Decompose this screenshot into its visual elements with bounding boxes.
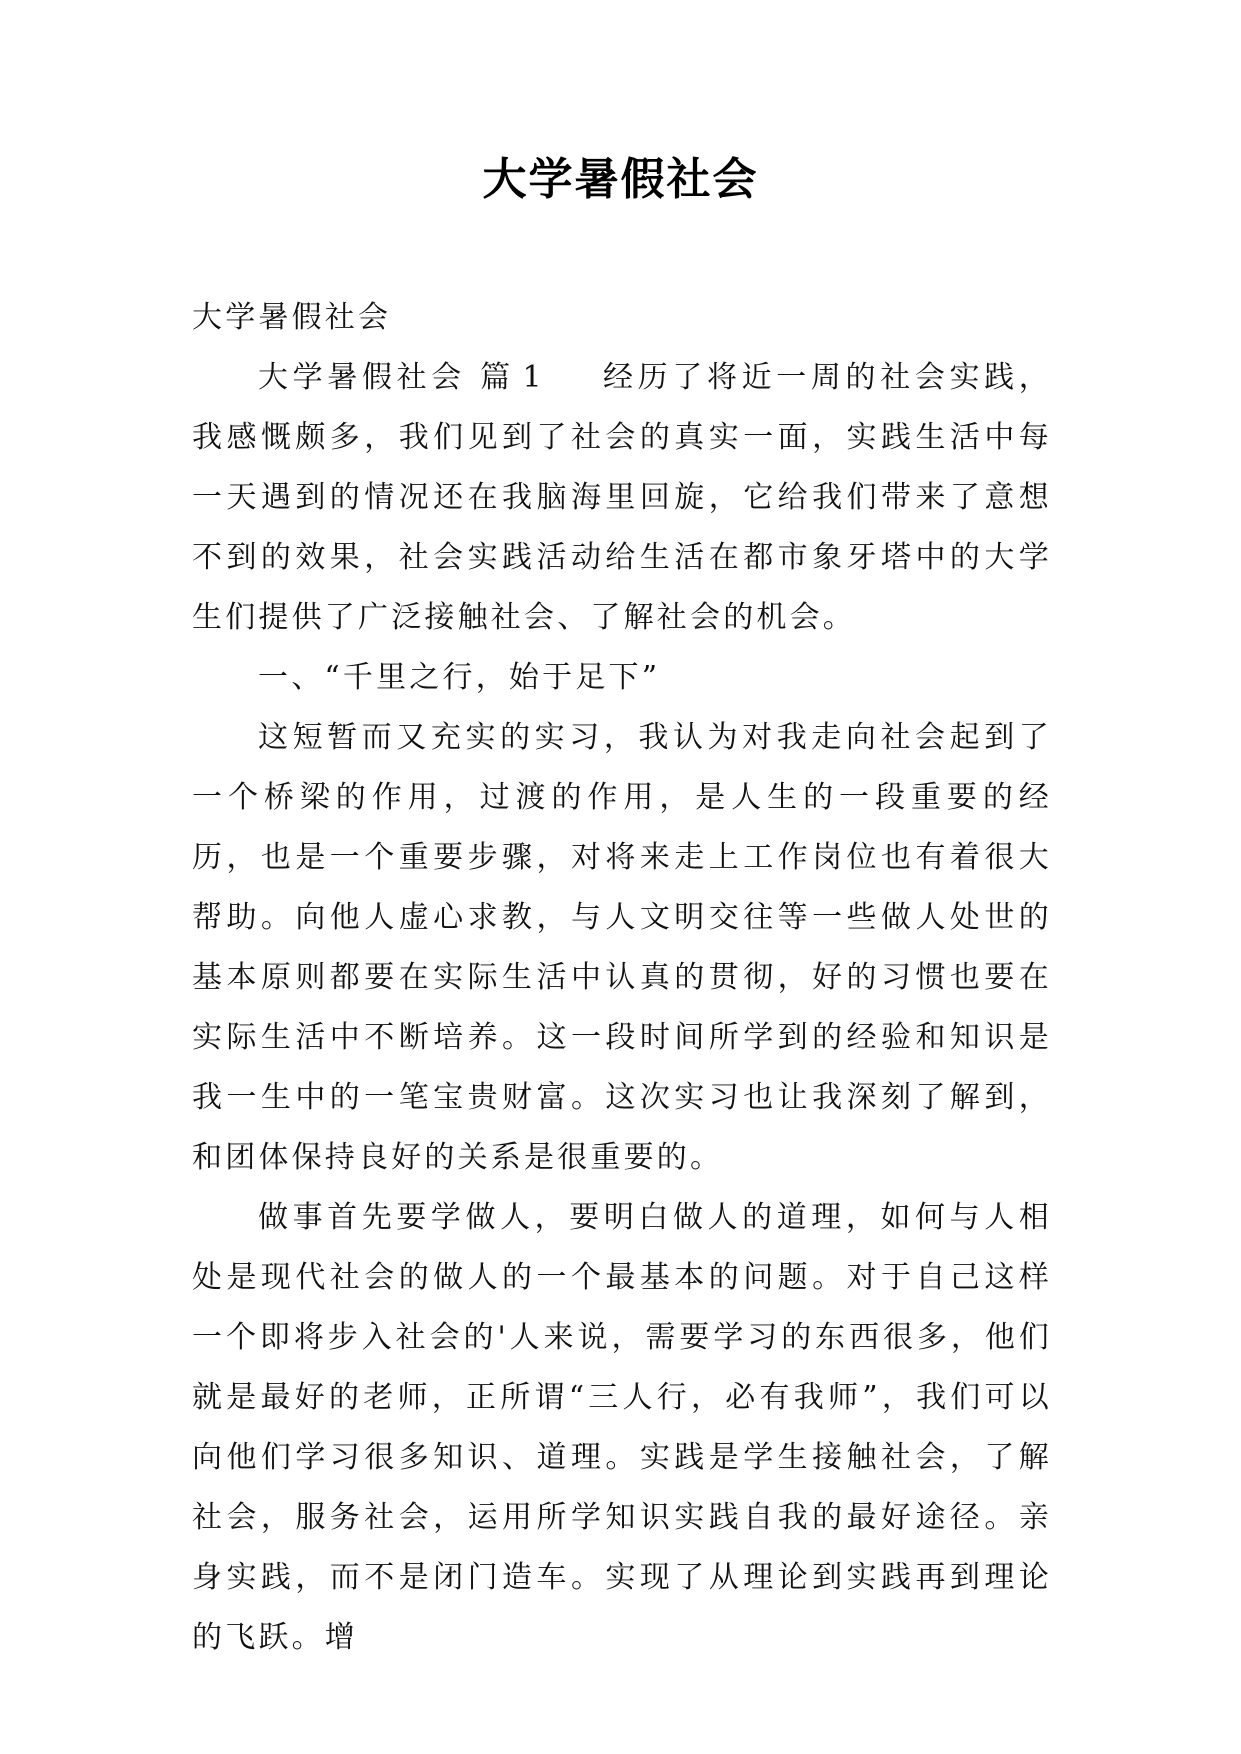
paragraph-1 bbox=[192, 348, 1052, 648]
essay-heading: 大学暑假社会 bbox=[258, 360, 466, 395]
document-body bbox=[192, 288, 1052, 1668]
paragraph-1-text: 经历了将近一周的社会实践，我感慨颇多，我们见到了社会的真实一面，实践生活中每一天遇到的情况还在我脑海里回旋，它给我们带来了意想不到的效果，社会实践活动给生活在都市象牙塔中的大学生们提供了广泛接触社会、了解社会的机会。 bbox=[192, 360, 1052, 635]
essay-number: 篇 1 bbox=[480, 360, 542, 395]
section-1-heading: 一、“千里之行，始于足下” bbox=[258, 660, 661, 695]
document-subtitle: 大学暑假社会 bbox=[192, 300, 392, 335]
paragraph-2: 这短暂而又充实的实习，我认为对我走向社会起到了一个桥梁的作用，过渡的作用，是人生的一段重要的经历，也是一个重要步骤，对将来走上工作岗位也有着很大帮助。向他人虚心求教，与人文明交往等一些做人处世的基本原则都要在实际生活中认真的贯彻，好的习惯也要在实际生活中不断培养。这一段时间所学到的经验和知识是我一生中的一笔宝贵财富。这次实习也让我深刻了解到，和团体保持良好的关系是很重要的。 bbox=[192, 720, 1052, 1175]
paragraph-3: 做事首先要学做人，要明白做人的道理，如何与人相处是现代社会的做人的一个最基本的问题。对于自己这样一个即将步入社会的'人来说，需要学习的东西很多，他们就是最好的老师，正所谓“三人行，必有我师”，我们可以向他们学习很多知识、道理。实践是学生接触社会，了解社会，服务社会，运用所学知识实践自我的最好途径。亲身实践，而不是闭门造车。实现了从理论到实践再到理论的飞跃。增 bbox=[192, 1200, 1052, 1655]
document-title: 大学暑假社会 bbox=[482, 154, 759, 205]
